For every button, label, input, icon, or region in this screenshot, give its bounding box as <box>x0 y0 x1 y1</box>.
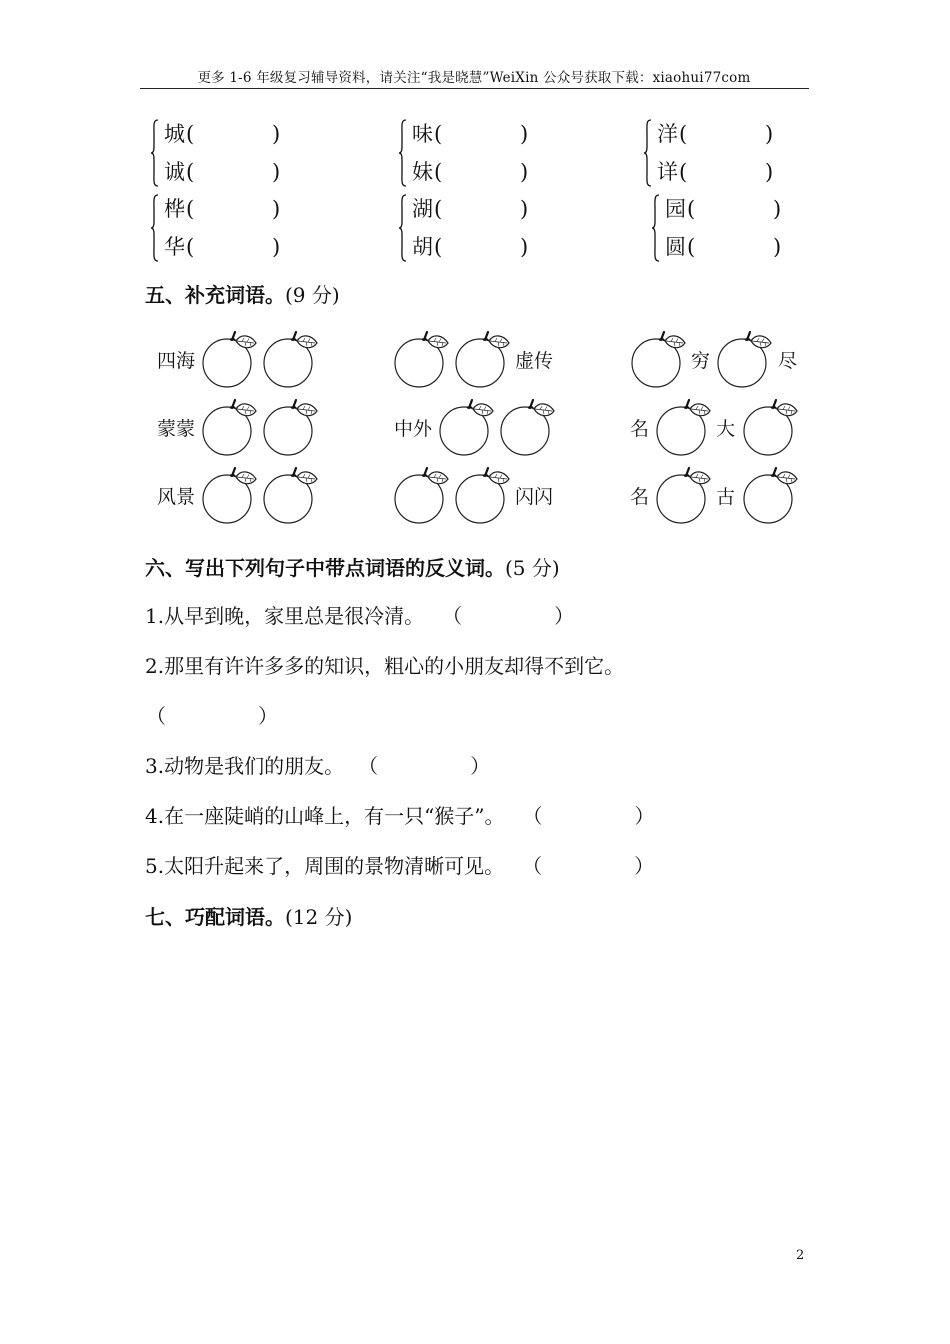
apple-blank-icon[interactable] <box>393 328 455 388</box>
question-item <box>145 650 624 679</box>
paren-close: ) <box>520 122 529 146</box>
brace-icon <box>398 194 408 262</box>
char-pair <box>398 115 558 191</box>
question-item <box>145 800 655 829</box>
apple-blank-icon[interactable] <box>438 396 500 456</box>
brace-icon <box>398 119 408 187</box>
brace-icon <box>651 194 661 262</box>
brace-icon <box>150 119 160 187</box>
page-header-note: 更多 1-6 年级复习辅导资料，请关注“我是晓慧”WeiXin 公众号获取下载：xiaohui77com <box>197 70 751 86</box>
answer-blank[interactable]: ( <box>679 122 688 146</box>
paren-close: ) <box>773 197 782 221</box>
char-pair <box>651 190 811 266</box>
paren-close: ) <box>520 197 529 221</box>
blank-open: （ <box>146 704 166 728</box>
apple-blank-icon[interactable] <box>201 464 263 524</box>
char-pair <box>398 190 558 266</box>
char-pair <box>150 115 310 191</box>
section-6-title: 六、写出下列句子中带点词语的反义词。 <box>145 556 505 580</box>
pair-char-bottom: 妹 <box>412 160 433 184</box>
section-5-points: (9 分) <box>285 283 340 307</box>
answer-blank[interactable]: ( <box>687 235 696 259</box>
question-text: 5.太阳升起来了，周围的景物清晰可见。 <box>145 854 505 878</box>
question-item <box>145 750 490 779</box>
pair-char-top: 洋 <box>657 122 678 146</box>
answer-blank[interactable]: ( <box>679 160 688 184</box>
word-fragment: 尽 <box>778 350 798 372</box>
word-fragment: 古 <box>716 486 736 508</box>
brace-icon <box>150 194 160 262</box>
question-item <box>145 850 654 879</box>
paren-close: ) <box>272 160 281 184</box>
pair-char-top: 城 <box>164 122 185 146</box>
word-fragment: 名 <box>630 486 650 508</box>
blank-close: ） <box>470 754 491 778</box>
apple-blank-icon[interactable] <box>201 328 263 388</box>
apple-blank-icon[interactable] <box>262 396 324 456</box>
apple-blank-icon[interactable] <box>393 464 455 524</box>
answer-blank[interactable] <box>146 700 278 729</box>
apple-blank-icon[interactable] <box>454 328 516 388</box>
word-fragment: 虚传 <box>515 350 554 372</box>
answer-blank[interactable] <box>522 850 654 879</box>
answer-blank[interactable] <box>358 750 490 779</box>
pair-char-bottom: 详 <box>657 160 678 184</box>
answer-blank[interactable]: ( <box>687 197 696 221</box>
blank-close: ） <box>258 704 278 728</box>
section-6-heading <box>145 552 560 581</box>
pair-char-bottom: 诚 <box>164 160 185 184</box>
pair-char-top: 味 <box>412 122 433 146</box>
question-text: 4.在一座陡峭的山峰上，有一只“猴子”。 <box>145 804 505 828</box>
word-fragment: 闪闪 <box>515 486 554 508</box>
pair-char-bottom: 华 <box>164 235 185 259</box>
apple-blank-icon[interactable] <box>454 464 516 524</box>
section-7-points: (12 分) <box>285 905 353 929</box>
word-fragment: 中外 <box>394 418 433 440</box>
word-fragment: 名 <box>630 418 650 440</box>
word-fragment: 大 <box>716 418 736 440</box>
char-pair <box>643 115 803 191</box>
answer-blank[interactable] <box>442 600 574 629</box>
pair-char-top: 园 <box>665 197 686 221</box>
question-item <box>145 600 574 629</box>
apple-blank-icon[interactable] <box>499 396 561 456</box>
apple-blank-icon[interactable] <box>201 396 263 456</box>
question-item-answer <box>146 700 278 729</box>
blank-open: （ <box>442 604 463 628</box>
answer-blank[interactable]: ( <box>186 235 195 259</box>
section-7-title: 七、巧配词语。 <box>145 905 285 929</box>
blank-open: （ <box>522 854 543 878</box>
blank-close: ） <box>634 854 655 878</box>
answer-blank[interactable]: ( <box>434 160 443 184</box>
pair-char-top: 桦 <box>164 197 185 221</box>
apple-blank-icon[interactable] <box>742 396 804 456</box>
paren-close: ) <box>765 122 774 146</box>
paren-close: ) <box>765 160 774 184</box>
apple-blank-icon[interactable] <box>655 464 717 524</box>
header-divider <box>140 88 809 89</box>
question-text: 3.动物是我们的朋友。 <box>145 754 345 778</box>
apple-blank-icon[interactable] <box>742 464 804 524</box>
apple-blank-icon[interactable] <box>655 396 717 456</box>
section-7-heading <box>145 901 352 930</box>
paren-close: ) <box>520 235 529 259</box>
section-5-heading <box>145 279 340 308</box>
question-text: 1.从早到晚，家里总是很冷清。 <box>145 604 425 628</box>
answer-blank[interactable]: ( <box>186 122 195 146</box>
char-pair <box>150 190 310 266</box>
answer-blank[interactable]: ( <box>186 197 195 221</box>
pair-char-top: 湖 <box>412 197 433 221</box>
paren-close: ) <box>272 235 281 259</box>
page-number: 2 <box>796 1248 805 1263</box>
pair-char-bottom: 圆 <box>665 235 686 259</box>
paren-close: ) <box>272 197 281 221</box>
answer-blank[interactable]: ( <box>434 122 443 146</box>
section-6-points: (5 分) <box>505 556 560 580</box>
word-fragment: 四海 <box>157 350 196 372</box>
word-fragment: 穷 <box>691 350 711 372</box>
blank-open: （ <box>522 804 543 828</box>
apple-blank-icon[interactable] <box>262 328 324 388</box>
blank-open: （ <box>358 754 379 778</box>
apple-blank-icon[interactable] <box>262 464 324 524</box>
blank-close: ） <box>634 804 655 828</box>
answer-blank[interactable]: ( <box>434 197 443 221</box>
answer-blank[interactable]: ( <box>434 235 443 259</box>
word-fragment: 风景 <box>157 486 196 508</box>
pair-char-bottom: 胡 <box>412 235 433 259</box>
paren-close: ) <box>272 122 281 146</box>
blank-close: ） <box>554 604 575 628</box>
paren-close: ) <box>520 160 529 184</box>
answer-blank[interactable]: ( <box>186 160 195 184</box>
paren-close: ) <box>773 235 782 259</box>
question-text: 2.那里有许许多多的知识，粗心的小朋友却得不到它。 <box>145 654 625 678</box>
section-5-title: 五、补充词语。 <box>145 283 285 307</box>
apple-blank-icon[interactable] <box>630 328 692 388</box>
answer-blank[interactable] <box>523 800 655 829</box>
brace-icon <box>643 119 653 187</box>
word-fragment: 蒙蒙 <box>157 418 196 440</box>
apple-blank-icon[interactable] <box>716 328 778 388</box>
